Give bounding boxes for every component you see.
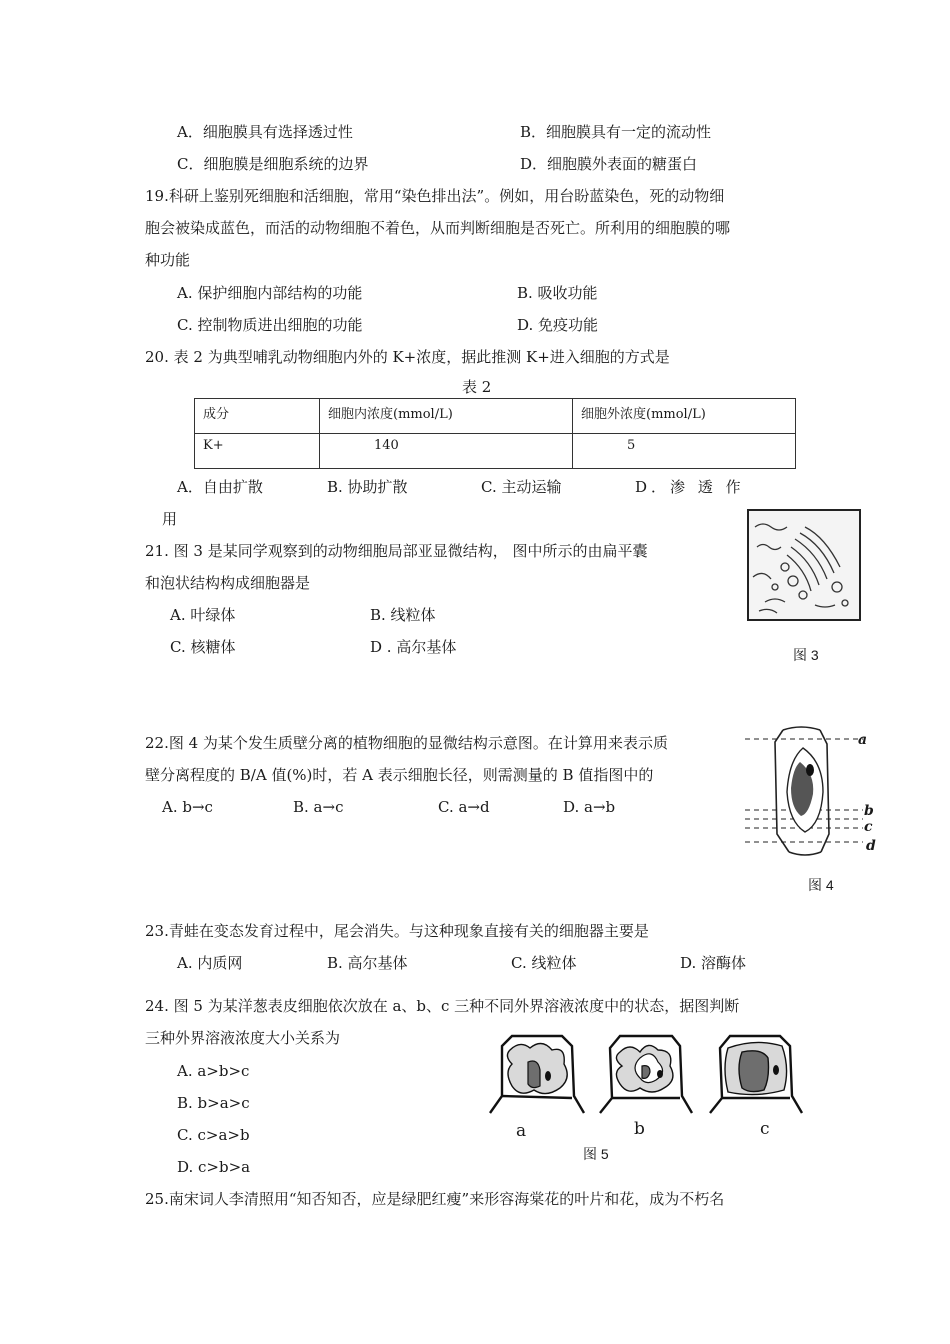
table-row xyxy=(195,434,796,469)
q22-stem-line-1: 22.图 4 为某个发生质壁分离的植物细胞的显微结构示意图。在计算用来表示质 xyxy=(145,734,668,752)
figure-4-label-c: c xyxy=(864,819,873,835)
q22-option-c: C. a→d xyxy=(438,798,490,816)
q22-option-b: B. a→c xyxy=(293,798,344,816)
figure-4-caption: 图 4 xyxy=(808,877,834,893)
figure-4-label-b: b xyxy=(864,803,874,819)
figure-3-golgi-micrograph xyxy=(745,507,865,657)
q21-option-c: C. 核糖体 xyxy=(170,638,236,656)
q24-option-a: A. a>b>c xyxy=(177,1062,250,1080)
figure-4-label-a: a xyxy=(858,732,868,748)
q21-stem-line-2: 和泡状结构构成细胞器是 xyxy=(145,574,311,592)
figure-5-onion-cells xyxy=(480,1028,810,1123)
q18-option-a: A．细胞膜具有选择透过性 xyxy=(177,123,353,141)
q22-option-a: A. b→c xyxy=(162,798,213,816)
q19-option-a: A. 保护细胞内部结构的功能 xyxy=(177,284,363,302)
q18-option-d: D．细胞膜外表面的糖蛋白 xyxy=(520,155,698,173)
figure-3-caption: 图 3 xyxy=(793,647,819,663)
q23-stem: 23.青蛙在变态发育过程中，尾会消失。与这种现象直接有关的细胞器主要是 xyxy=(145,922,649,940)
q23-option-a: A. 内质网 xyxy=(177,954,243,972)
q21-stem-line-1: 21. 图 3 是某同学观察到的动物细胞局部亚显微结构， 图中所示的由扁平囊 xyxy=(145,542,648,560)
q20-stem: 20. 表 2 为典型哺乳动物细胞内外的 K+浓度，据此推测 K+进入细胞的方式是 xyxy=(145,348,670,366)
table-header-row xyxy=(195,399,796,434)
q23-option-b: B. 高尔基体 xyxy=(327,954,408,972)
q22-stem-line-2: 壁分离程度的 B/A 值(%)时，若 A 表示细胞长径，则需测量的 B 值指图中的 xyxy=(145,766,654,784)
q19-stem-line-2: 胞会被染成蓝色，而活的动物细胞不着色，从而判断细胞是否死亡。所利用的细胞膜的哪 xyxy=(145,219,731,237)
q20-option-b: B. 协助扩散 xyxy=(327,478,408,496)
q21-option-b: B. 线粒体 xyxy=(370,606,436,624)
table-cell: 140 xyxy=(320,434,573,469)
q24-option-b: B. b>a>c xyxy=(177,1094,250,1112)
q21-option-a: A. 叶绿体 xyxy=(170,606,236,624)
figure-5-label-c: c xyxy=(760,1119,770,1139)
figure-5-caption: 图 5 xyxy=(583,1146,609,1162)
table-header-cell: 细胞内浓度(mmol/L) xyxy=(320,399,573,434)
q19-stem-line-3: 种功能 xyxy=(145,251,191,269)
q19-option-d: D. 免疫功能 xyxy=(517,316,599,334)
q20-option-d: D．渗 透 作 xyxy=(635,478,745,496)
q19-option-c: C. 控制物质进出细胞的功能 xyxy=(177,316,363,334)
table-cell: K+ xyxy=(195,434,320,469)
q24-stem-line-1: 24. 图 5 为某洋葱表皮细胞依次放在 a、b、c 三种不同外界溶液浓度中的状态，据图判断 xyxy=(145,997,740,1015)
table-header-cell: 成分 xyxy=(195,399,320,434)
table-cell: 5 xyxy=(573,434,796,469)
q20-option-a: A．自由扩散 xyxy=(177,478,263,496)
q24-stem-line-2: 三种外界溶液浓度大小关系为 xyxy=(145,1029,341,1047)
table-2 xyxy=(194,398,796,469)
q18-option-b: B．细胞膜具有一定的流动性 xyxy=(520,123,712,141)
q18-option-c: C．细胞膜是细胞系统的边界 xyxy=(177,155,369,173)
q25-stem: 25.南宋词人李清照用“知否知否，应是绿肥红瘦”来形容海棠花的叶片和花，成为不朽名 xyxy=(145,1190,725,1208)
q23-option-d: D. 溶酶体 xyxy=(680,954,747,972)
figure-5-label-b: b xyxy=(634,1119,645,1139)
q22-option-d: D. a→b xyxy=(563,798,616,816)
q20-option-c: C. 主动运输 xyxy=(481,478,562,496)
q21-option-d: D . 高尔基体 xyxy=(370,638,457,656)
q20-option-d-wrap: 用 xyxy=(162,510,178,528)
figure-4-label-d: d xyxy=(866,838,876,854)
table-2-caption: 表 2 xyxy=(462,378,492,396)
q19-stem-line-1: 19.科研上鉴别死细胞和活细胞，常用“染色排出法”。例如，用台盼蓝染色，死的动物细 xyxy=(145,187,725,205)
q19-option-b: B. 吸收功能 xyxy=(517,284,598,302)
q24-option-c: C. c>a>b xyxy=(177,1126,250,1144)
q24-option-d: D. c>b>a xyxy=(177,1158,251,1176)
q23-option-c: C. 线粒体 xyxy=(511,954,577,972)
figure-5-label-a: a xyxy=(516,1121,527,1141)
table-header-cell: 细胞外浓度(mmol/L) xyxy=(573,399,796,434)
